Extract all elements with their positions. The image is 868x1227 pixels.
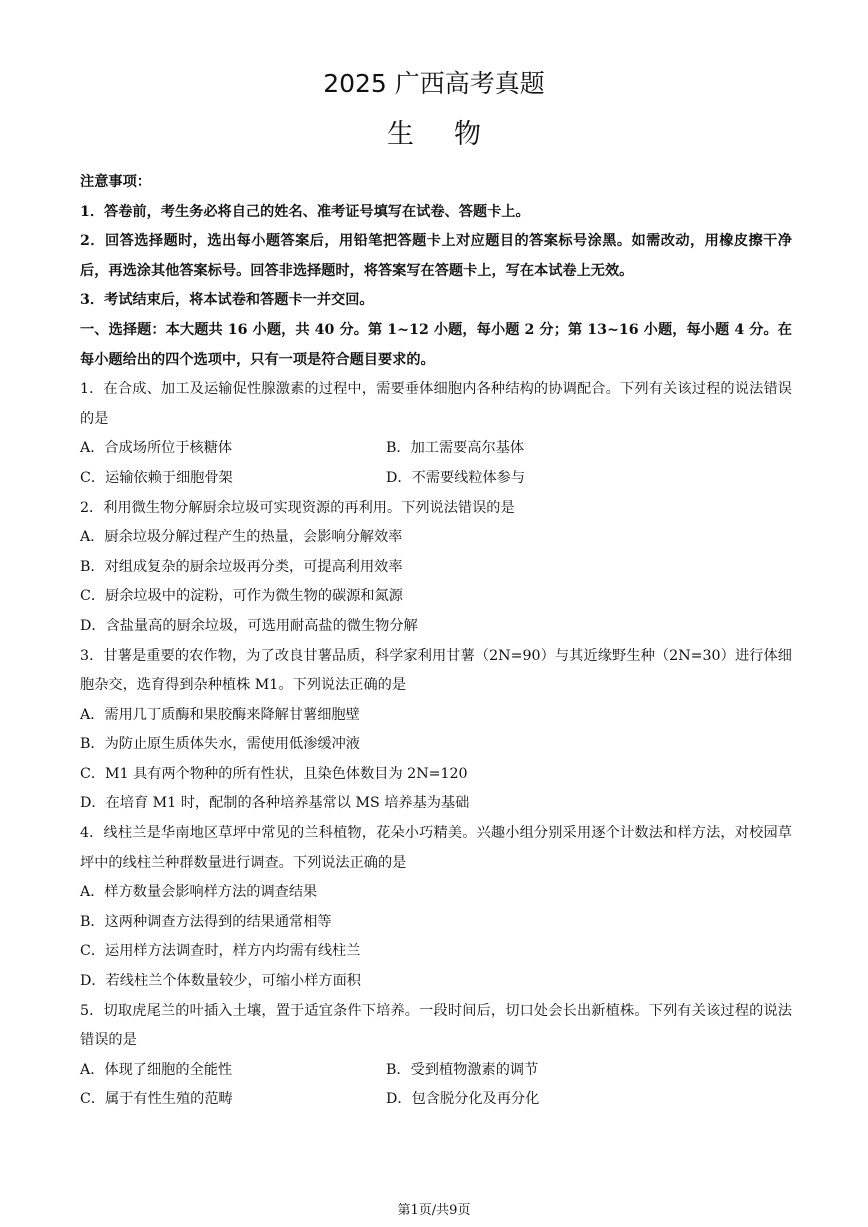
notice-heading: 注意事项： (80, 174, 151, 190)
subject-title: 生物 (387, 119, 521, 150)
page-number: 第1页/共9页 (397, 1203, 471, 1218)
option-b: B．加工需要高尔基体 (386, 440, 525, 457)
question-stem: 5．切取虎尾兰的叶插入土壤，置于适宜条件下培养。一段时间后，切口处会长出新植株。下列有关该过程的说法错误的是 (80, 1002, 792, 1049)
option-a: A．需用几丁质酶和果胶酶来降解甘薯细胞壁 (80, 706, 360, 723)
option-d: D．包含脱分化及再分化 (386, 1091, 540, 1108)
option-row (80, 434, 792, 464)
option-c: C．运输依赖于细胞骨架 (80, 469, 233, 486)
question-stem: 3．甘薯是重要的农作物，为了改良甘薯品质，科学家利用甘薯（2N=90）与其近缘野生种（2N=30）进行体细胞杂交，选育得到杂种植株 M1。下列说法正确的是 (80, 647, 792, 694)
option-d: D．若线柱兰个体数量较少，可缩小样方面积 (80, 973, 361, 990)
option-c: C．M1 具有两个物种的所有性状，且染色体数目为 2N=120 (80, 765, 468, 782)
option-b: B．为防止原生质体失水，需使用低渗缓冲液 (80, 736, 360, 753)
option-b: B．受到植物激素的调节 (386, 1061, 539, 1078)
exam-title: 2025 广西高考真题 (323, 69, 545, 98)
question-stem: 4．线柱兰是华南地区草坪中常见的兰科植物，花朵小巧精美。兴趣小组分别采用逐个计数法和样方法，对校园草坪中的线柱兰种群数量进行调查。下列说法正确的是 (80, 825, 792, 871)
option-a: A．样方数量会影响样方法的调查结果 (80, 884, 318, 901)
section-heading: 一、选择题：本大题共 16 小题，共 40 分。第 1~12 小题，每小题 2 分；第 13~16 小题，每小题 4 分。在每小题给出的四个选项中，只有一项是符合题目要求的。 (80, 321, 792, 368)
notice-item: 1．答卷前，考生务必将自己的姓名、准考证号填写在试卷、答题卡上。 (80, 203, 530, 220)
option-row (80, 1056, 792, 1086)
option-d: D．在培育 M1 时，配制的各种培养基常以 MS 培养基为基础 (80, 795, 470, 812)
option-c: C．运用样方法调查时，样方内均需有线柱兰 (80, 943, 361, 960)
notice-item: 2．回答选择题时，选出每小题答案后，用铅笔把答题卡上对应题目的答案标号涂黑。如需改动，用橡皮擦干净后，再选涂其他答案标号。回答非选择题时，将答案写在答题卡上，写在本试卷上无效。 (80, 233, 792, 279)
option-a: A．体现了细胞的全能性 (80, 1061, 233, 1078)
question-stem: 2．利用微生物分解厨余垃圾可实现资源的再利用。下列说法错误的是 (80, 499, 515, 516)
option-row (80, 1085, 792, 1115)
option-b: B．对组成复杂的厨余垃圾再分类，可提高利用效率 (80, 558, 403, 575)
exam-body (80, 168, 792, 1115)
option-d: D．不需要线粒体参与 (386, 469, 526, 486)
option-a: A．厨余垃圾分解过程产生的热量，会影响分解效率 (80, 529, 403, 546)
option-row (80, 464, 792, 494)
option-a: A．合成场所位于核糖体 (80, 440, 233, 457)
notice-item: 3．考试结束后，将本试卷和答题卡一并交回。 (80, 292, 374, 309)
option-c: C．厨余垃圾中的淀粉，可作为微生物的碳源和氮源 (80, 588, 403, 605)
option-d: D．含盐量高的厨余垃圾，可选用耐高盐的微生物分解 (80, 617, 418, 634)
option-c: C．属于有性生殖的范畴 (80, 1091, 233, 1108)
option-b: B．这两种调查方法得到的结果通常相等 (80, 913, 332, 930)
question-stem: 1．在合成、加工及运输促性腺激素的过程中，需要垂体细胞内各种结构的协调配合。下列有关该过程的说法错误的是 (80, 381, 792, 427)
